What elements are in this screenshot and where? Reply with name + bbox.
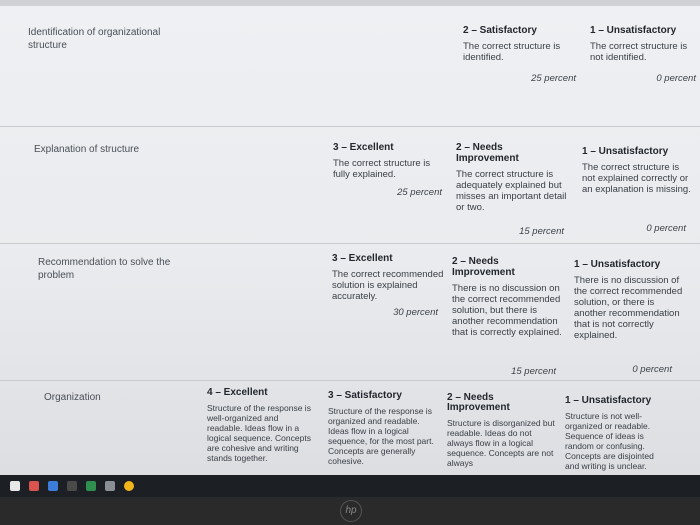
level-description: The correct structure is not explained correctly or an explanation is missing. [582,162,691,195]
app-icon-grey[interactable] [105,481,115,491]
app-icon-blue[interactable] [48,481,58,491]
level-title: 3 – Excellent [332,253,393,264]
level-cell [333,142,445,180]
level-description: There is no discussion of the correct recommended solution, or there is another recommendation that is not correctly explained. [574,275,683,341]
level-cell [574,259,688,341]
level-title: 2 – Needs Improvement [456,142,519,164]
level-cell [456,142,568,213]
level-cell [582,146,692,195]
top-border [0,0,700,6]
app-icon-red[interactable] [29,481,39,491]
level-cell [207,388,311,463]
level-percent: 25 percent [531,73,576,84]
level-description: The correct structure is identified. [463,41,561,63]
level-description: The correct structure is fully explained. [333,158,431,180]
level-description: Structure of the response is well-organized and readable. Ideas flow in a logical sequence. Concepts are cohesive and writing stands together. [207,403,311,463]
level-title: 1 – Unsatisfactory [582,146,669,157]
level-description: Structure is disorganized but readable. Ideas do not always flow in a logical sequence. Concepts are not always [447,418,555,468]
level-title: 2 – Satisfactory [463,25,537,36]
level-title: 1 – Unsatisfactory [574,259,661,270]
criterion-label: Identification of organizational structure [28,27,161,51]
level-percent: 25 percent [397,187,442,198]
level-cell [590,25,694,63]
hp-logo: hp [340,500,362,522]
level-cell [328,391,434,466]
level-title: 2 – Needs Improvement [447,392,510,413]
level-description: Structure is not well-organized or readable. Sequence of ideas is random or confusing. Concepts are disjointed and writing is unclear. [565,411,654,471]
level-description: The correct structure is adequately explained but misses an important detail or two. [456,169,567,213]
level-cell [452,256,564,338]
criterion-label: Explanation of structure [34,144,140,155]
level-description: The correct recommended solution is explained accurately. [332,269,444,302]
level-cell [447,393,559,468]
level-cell [565,396,665,471]
level-percent: 0 percent [646,223,686,234]
level-description: The correct structure is not identified. [590,41,688,63]
level-description: Structure of the response is organized and readable. Ideas flow in a logical sequence, for the most part. Concepts are generally cohesive. [328,406,434,466]
level-title: 3 – Satisfactory [328,390,402,401]
criterion-label: Recommendation to solve the problem [38,257,171,281]
level-title: 1 – Unsatisfactory [590,25,677,36]
level-percent: 0 percent [656,73,696,84]
level-description: There is no discussion on the correct recommended solution, but there is another recommendation that is correctly explained. [452,283,562,338]
row-divider [0,126,700,127]
level-title: 1 – Unsatisfactory [565,395,652,406]
level-cell [463,25,581,63]
level-percent: 15 percent [511,366,556,377]
browser-icon[interactable] [10,481,20,491]
level-percent: 15 percent [519,226,564,237]
level-title: 3 – Excellent [333,142,394,153]
level-percent: 0 percent [632,364,672,375]
level-percent: 30 percent [393,307,438,318]
app-icon-dark[interactable] [67,481,77,491]
criterion-label: Organization [44,392,101,403]
taskbar [0,475,700,497]
level-title: 4 – Excellent [207,387,268,398]
row-divider [0,380,700,381]
row-divider [0,243,700,244]
level-title: 2 – Needs Improvement [452,256,515,278]
chrome-icon[interactable] [124,481,134,491]
level-cell [332,253,444,302]
app-icon-green[interactable] [86,481,96,491]
